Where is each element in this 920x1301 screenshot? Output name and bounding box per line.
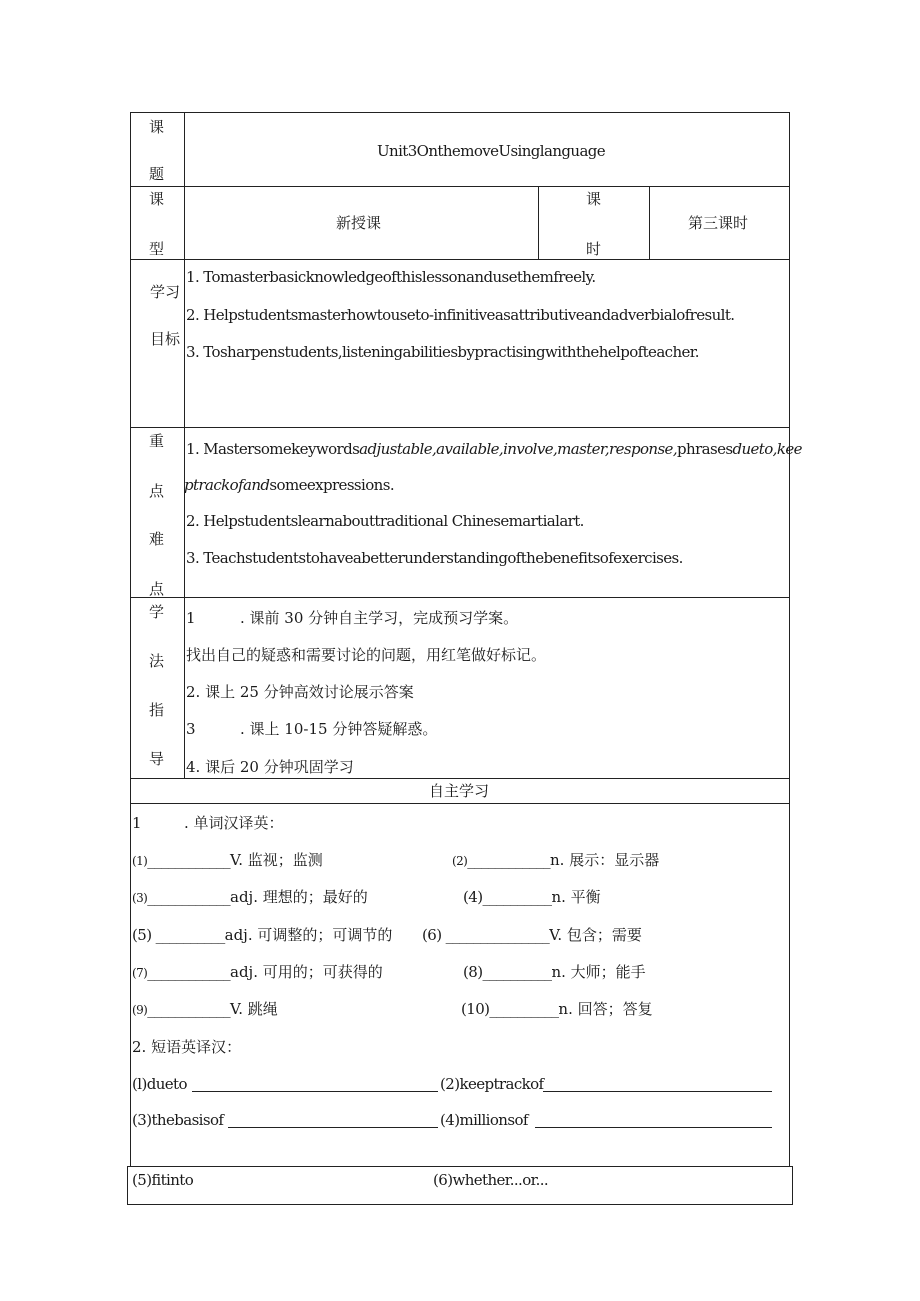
word-definition: V. 跳绳 — [230, 1000, 278, 1018]
phrase-text: whether...or... — [452, 1171, 549, 1189]
type-label-1: 课 — [149, 190, 165, 208]
keypoint-item-cont — [184, 476, 394, 494]
word-number: (1) — [132, 854, 148, 868]
rule — [127, 1166, 128, 1205]
keypoint-item: 3. Teachstudentstohaveabetterunderstandingofthebenefitsofexercises. — [186, 549, 683, 567]
topic-label-2: 题 — [149, 165, 165, 183]
word-item — [132, 1000, 278, 1019]
word-number: (5) — [132, 926, 152, 944]
phrase-text: dueto — [146, 1075, 187, 1093]
phrase-text: thebasisof — [151, 1111, 224, 1129]
method-line: . 课前 30 分钟自主学习，完成预习学案。 — [240, 609, 519, 627]
objectives-label-1: 学习 — [150, 283, 181, 301]
word-blank[interactable]: ____________ — [147, 888, 231, 906]
phrase-item — [132, 1075, 187, 1093]
objective-item: 1. Tomasterbasicknowledgeofthislessonandusethemfreely. — [186, 268, 596, 286]
word-item — [132, 851, 323, 870]
type-value: 新授课 — [336, 214, 382, 232]
rule — [127, 1204, 793, 1205]
phrase-text: millionsof — [459, 1111, 528, 1129]
keypoint-prefix: 1. Mastersomekeywords — [186, 440, 360, 458]
objective-item: 3. Tosharpenstudents,listeningabilitiesbypractisingwiththehelpofteacher. — [186, 343, 699, 361]
word-blank[interactable]: __________ — [482, 963, 552, 981]
rule — [792, 1166, 793, 1205]
method-line: . 课上 10-15 分钟答疑解惑。 — [240, 720, 438, 738]
word-definition: adj. 可调整的；可调节的 — [224, 926, 393, 944]
method-label: 学 — [149, 603, 165, 621]
word-number: (7) — [132, 966, 148, 980]
keypoint-phrases-cont: ptrackofand — [184, 476, 270, 494]
word-definition: V. 监视；监测 — [230, 851, 323, 869]
word-definition: V. 包含；需要 — [549, 926, 642, 944]
phrase-answer-line[interactable] — [543, 1077, 772, 1092]
keypoint-rest: someexpressions. — [269, 476, 394, 494]
phrase-answer-line[interactable] — [228, 1113, 438, 1128]
method-label: 法 — [149, 652, 165, 670]
method-label: 指 — [149, 701, 165, 719]
rule — [130, 259, 790, 260]
word-item — [461, 1000, 653, 1018]
method-line: 找出自己的疑惑和需要讨论的问题，用红笔做好标记。 — [186, 646, 547, 664]
topic-label-1: 课 — [149, 118, 165, 136]
word-item — [132, 963, 383, 982]
phrase-number: (4) — [440, 1111, 460, 1129]
section-1-num: 1 — [132, 814, 142, 832]
phrase-item — [433, 1171, 548, 1189]
rule — [130, 778, 790, 779]
phrase-text: keeptrackof — [459, 1075, 544, 1093]
word-number: (8) — [463, 963, 483, 981]
rule — [130, 427, 790, 428]
method-line: 4. 课后 20 分钟巩固学习 — [186, 758, 354, 776]
word-blank[interactable]: ____________ — [147, 851, 231, 869]
word-definition: adj. 可用的；可获得的 — [230, 963, 383, 981]
rule — [649, 186, 650, 259]
phrase-item — [132, 1111, 223, 1129]
keypoints-label: 难 — [149, 530, 165, 548]
word-item — [132, 926, 392, 944]
objective-item: 2. Helpstudentsmasterhowtouseto-infinitiveasattributiveandadverbialofresult. — [186, 306, 735, 324]
word-number: (4) — [463, 888, 483, 906]
word-definition: n. 大师；能手 — [551, 963, 646, 981]
phrase-number: (5) — [132, 1171, 152, 1189]
rule — [538, 186, 539, 259]
word-item — [463, 888, 601, 906]
word-definition: n. 平衡 — [551, 888, 601, 906]
method-line-num: 1 — [186, 609, 196, 627]
type-label-2: 型 — [149, 240, 165, 258]
word-definition: n. 展示：显示器 — [550, 851, 660, 869]
rule — [130, 186, 790, 187]
word-item — [452, 851, 659, 870]
word-item — [422, 926, 642, 944]
word-blank[interactable]: ____________ — [147, 963, 231, 981]
word-number: (9) — [132, 1003, 148, 1017]
rule — [184, 112, 185, 778]
keypoint-item: 2. Helpstudentslearnabouttraditional Chinesemartialart. — [186, 512, 584, 530]
keypoints-label: 重 — [149, 432, 165, 450]
word-number: (2) — [452, 854, 468, 868]
word-blank[interactable]: __________ — [482, 888, 552, 906]
phrase-item — [440, 1111, 528, 1129]
word-item — [463, 963, 646, 981]
rule — [130, 112, 790, 113]
phrase-text: fitinto — [151, 1171, 194, 1189]
phrase-number: (l) — [132, 1075, 147, 1093]
word-blank[interactable]: _______________ — [445, 926, 550, 944]
word-blank[interactable]: __________ — [489, 1000, 559, 1018]
rule — [130, 803, 790, 804]
word-item — [132, 888, 368, 907]
word-definition: n. 回答；答复 — [558, 1000, 653, 1018]
period-label-1: 课 — [586, 190, 602, 208]
word-definition: adj. 理想的；最好的 — [230, 888, 368, 906]
phrase-number: (3) — [132, 1111, 152, 1129]
phrase-answer-line[interactable] — [535, 1113, 772, 1128]
method-line-num: 3 — [186, 720, 196, 738]
phrase-number: (2) — [440, 1075, 460, 1093]
phrase-item — [132, 1171, 193, 1189]
section-2-title: 2. 短语英译汉： — [132, 1038, 242, 1056]
rule — [130, 597, 790, 598]
word-blank[interactable]: ____________ — [467, 851, 551, 869]
keypoint-mid: phrases — [677, 440, 733, 458]
topic-value: Unit3OnthemoveUsinglanguage — [377, 142, 606, 160]
word-number: (6) — [422, 926, 442, 944]
keypoint-item — [186, 440, 802, 458]
phrase-item — [440, 1075, 544, 1093]
method-line: 2. 课上 25 分钟高效讨论展示答案 — [186, 683, 414, 701]
keypoint-phrases: dueto,kee — [732, 440, 802, 458]
word-blank[interactable]: ____________ — [147, 1000, 231, 1018]
word-number: (3) — [132, 891, 148, 905]
word-blank[interactable]: __________ — [155, 926, 225, 944]
objectives-label-2: 目标 — [150, 330, 181, 348]
self-study-header: 自主学习 — [429, 782, 490, 800]
keypoints-label: 点 — [149, 482, 165, 500]
keypoint-words: adjustable,available,involve,master,response, — [359, 440, 678, 458]
phrase-answer-line[interactable] — [192, 1077, 438, 1092]
rule — [130, 112, 131, 1167]
period-label-2: 时 — [586, 240, 602, 258]
keypoints-label: 点 — [149, 580, 165, 598]
method-label: 导 — [149, 750, 165, 768]
word-number: (10) — [461, 1000, 490, 1018]
rule — [789, 112, 790, 1167]
rule — [127, 1166, 793, 1167]
period-value: 第三课时 — [688, 214, 749, 232]
phrase-number: (6) — [433, 1171, 453, 1189]
section-1-title: . 单词汉译英： — [184, 814, 284, 832]
